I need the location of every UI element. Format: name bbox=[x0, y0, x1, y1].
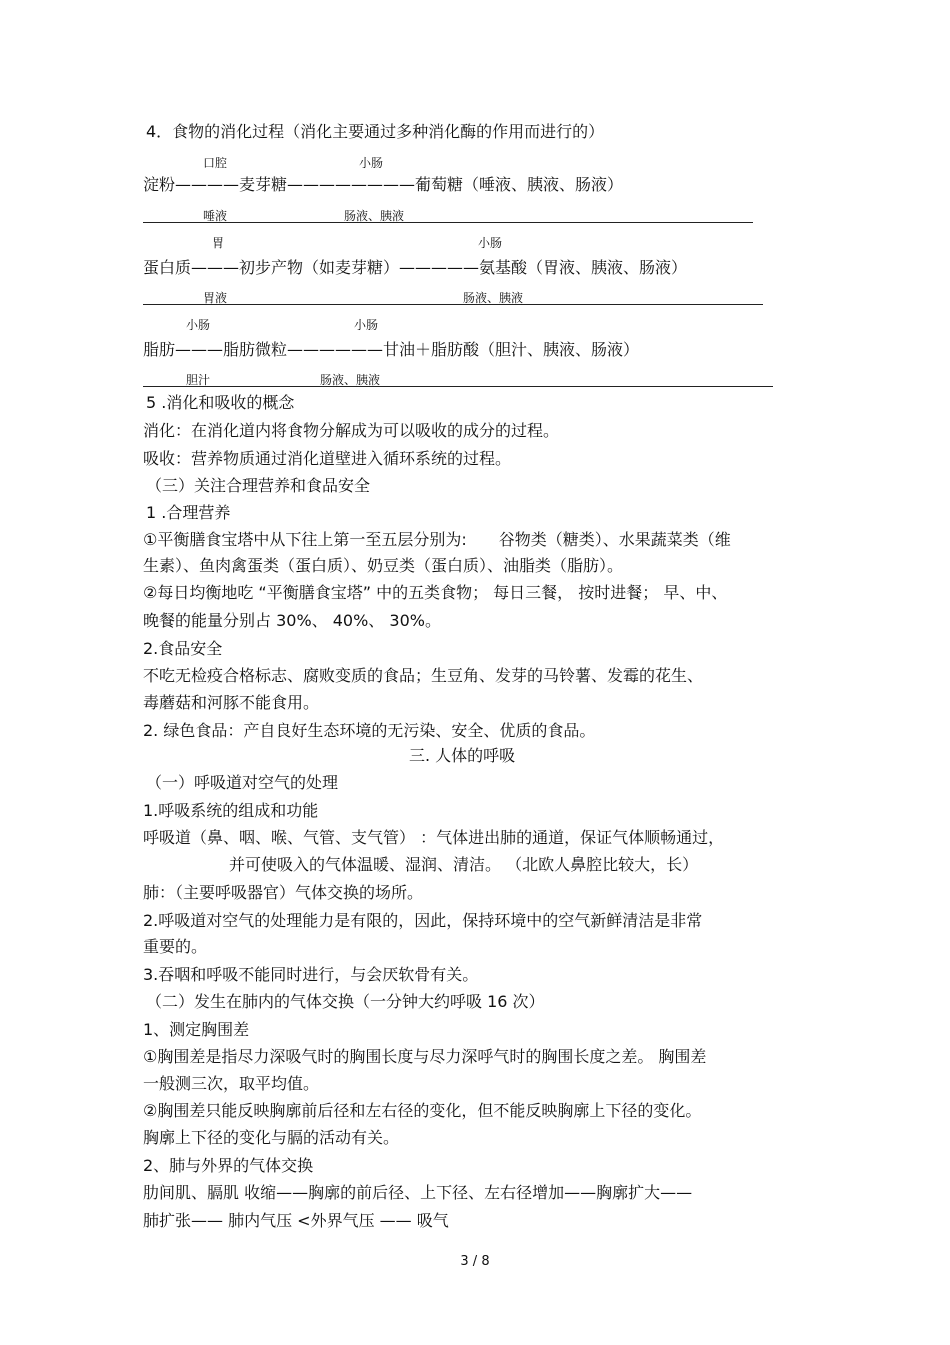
resp-1-line-3: 肺：（主要呼吸器官）气体交换的场所。 bbox=[143, 883, 424, 902]
part2-title: （二）发生在肺内的气体交换（一分钟大约呼吸 16 次） bbox=[146, 992, 545, 1011]
exchange-title: 2、肺与外界的气体交换 bbox=[143, 1156, 314, 1175]
page-number: 3 / 8 bbox=[460, 1254, 490, 1269]
nutrition-1-line-2: 生素）、鱼肉禽蛋类（蛋白质）、奶豆类（蛋白质）、油脂类（脂肪）。 bbox=[143, 556, 624, 575]
resp-3: 3.吞咽和呼吸不能同时进行，与会厌软骨有关。 bbox=[143, 965, 479, 984]
safety-title: 2.食品安全 bbox=[143, 639, 223, 658]
nutrition-2-line-1: ②每日均衡地吃 “平衡膳食宝塔” 中的五类食物； 每日三餐， 按时进餐； 早、中、 bbox=[143, 583, 728, 602]
section4-title: 4．食物的消化过程（消化主要通过多种消化酶的作用而进行的） bbox=[146, 122, 605, 141]
safety-line-2: 毒蘑菇和河豚不能食用。 bbox=[143, 693, 320, 712]
measure-2-line-1: ②胸围差只能反映胸廓前后径和左右径的变化，但不能反映胸廓上下径的变化。 bbox=[143, 1101, 702, 1120]
safety-line-1: 不吃无检疫合格标志、腐败变质的食品；生豆角、发芽的马铃薯、发霉的花生、 bbox=[143, 666, 704, 685]
resp-1-title: 1.呼吸系统的组成和功能 bbox=[143, 801, 319, 820]
part1-title: （一）呼吸道对空气的处理 bbox=[146, 773, 339, 792]
starch-rule bbox=[143, 222, 753, 223]
part3-title: （三）关注合理营养和食品安全 bbox=[146, 476, 371, 495]
protein-below-2: 肠液、胰液 bbox=[463, 291, 524, 305]
resp-1-line-1: 呼吸道（鼻、咽、喉、气管、支气管） ：气体进出肺的通道，保证气体顺畅通过， bbox=[143, 828, 725, 847]
resp-2-line-1: 2.呼吸道对空气的处理能力是有限的，因此，保持环境中的空气新鲜清洁是非常 bbox=[143, 911, 703, 930]
absorb-definition: 吸收：营养物质通过消化道壁进入循环系统的过程。 bbox=[143, 449, 512, 468]
exchange-line-1: 肋间肌、膈肌 收缩——胸廓的前后径、上下径、左右径增加——胸廓扩大—— bbox=[143, 1183, 693, 1202]
measure-2-line-2: 胸廓上下径的变化与膈的活动有关。 bbox=[143, 1128, 400, 1147]
fat-below-2: 肠液、胰液 bbox=[320, 373, 381, 387]
measure-1-line-2: 一般测三次，取平均值。 bbox=[143, 1074, 320, 1093]
protein-above-1: 胃 bbox=[212, 236, 225, 250]
protein-line: 蛋白质———初步产物（如麦芽糖）—————氨基酸（胃液、胰液、肠液） bbox=[143, 258, 688, 277]
starch-below-1: 唾液 bbox=[203, 209, 228, 223]
section5-title: 5 .消化和吸收的概念 bbox=[146, 393, 295, 412]
green-food: 2. 绿色食品：产自良好生态环境的无污染、安全、优质的食品。 bbox=[143, 721, 596, 740]
protein-rule bbox=[143, 304, 763, 305]
protein-above-2: 小肠 bbox=[478, 236, 503, 250]
resp-2-line-2: 重要的。 bbox=[143, 937, 208, 956]
exchange-line-2: 肺扩张—— 肺内气压 <外界气压 —— 吸气 bbox=[143, 1211, 449, 1230]
nutrition-title: 1 .合理营养 bbox=[146, 503, 231, 522]
resp-1-line-2: 并可使吸入的气体温暖、湿润、清洁。 （北欧人鼻腔比较大，长） bbox=[229, 855, 699, 874]
fat-above-1: 小肠 bbox=[186, 318, 211, 332]
starch-below-2: 肠液、胰液 bbox=[344, 209, 405, 223]
fat-above-2: 小肠 bbox=[354, 318, 379, 332]
chapter3-title: 三. 人体的呼吸 bbox=[409, 746, 516, 765]
measure-1-line-1: ①胸围差是指尽力深吸气时的胸围长度与尽力深呼气时的胸围长度之差。 胸围差 bbox=[143, 1047, 707, 1066]
starch-above-1: 口腔 bbox=[203, 156, 228, 170]
fat-line: 脂肪———脂肪微粒——————甘油＋脂肪酸（胆汁、胰液、肠液） bbox=[143, 340, 640, 359]
fat-below-1: 胆汁 bbox=[186, 373, 211, 387]
measure-title: 1、测定胸围差 bbox=[143, 1020, 250, 1039]
starch-line: 淀粉————麦芽糖————————葡萄糖（唾液、胰液、肠液） bbox=[143, 175, 624, 194]
nutrition-1-line-1: ①平衡膳食宝塔中从下往上第一至五层分别为: 谷物类（糖类）、水果蔬菜类（维 bbox=[143, 530, 731, 549]
fat-rule bbox=[143, 386, 773, 387]
starch-above-2: 小肠 bbox=[359, 156, 384, 170]
protein-below-1: 胃液 bbox=[203, 291, 228, 305]
digest-definition: 消化：在消化道内将食物分解成为可以吸收的成分的过程。 bbox=[143, 421, 560, 440]
nutrition-2-line-2: 晚餐的能量分别占 30%、 40%、 30%。 bbox=[143, 611, 441, 630]
